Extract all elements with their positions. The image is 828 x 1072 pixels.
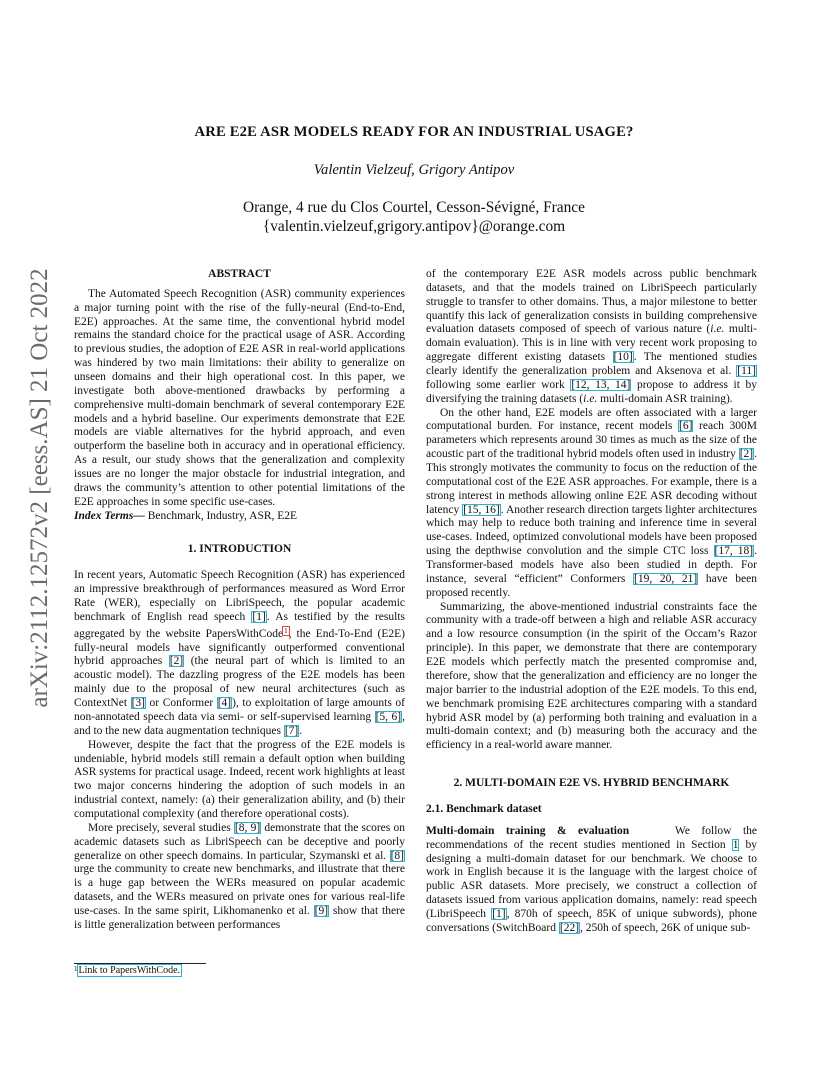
left-column — [74, 268, 405, 933]
index-terms — [74, 510, 405, 524]
citation-link[interactable]: [15, 16] — [463, 503, 500, 516]
section-link[interactable]: 1 — [732, 838, 739, 851]
citation-link[interactable]: [8, 9] — [234, 821, 261, 834]
abstract-heading: ABSTRACT — [208, 268, 271, 280]
citation-link[interactable]: [3] — [131, 697, 145, 710]
footnote-link[interactable]: Link to PapersWithCode. — [78, 965, 181, 976]
citation-link[interactable]: [1] — [252, 610, 266, 623]
intro-paragraph-2: However, despite the fact that the progress of the E2E models is undeniable, hybrid models still remain a default option when building ASR systems for practical usage. Indeed, recent work highlights at least two major concerns hindering the adoption of such models in an industrial context, namely: (a) their generalization ability, and (b) their computational complexity (and therefore operational costs). — [74, 738, 405, 820]
citation-link[interactable]: [1] — [492, 907, 506, 920]
citation-link[interactable]: [9] — [314, 904, 329, 917]
paper-authors: Valentin Vielzeuf, Grigory Antipov — [313, 162, 515, 178]
footnote-marker-link[interactable]: 1 — [284, 626, 288, 635]
affiliation-address: Orange, 4 rue du Clos Courtel, Cesson-Sévigné, France — [243, 199, 585, 216]
footnote-divider — [74, 963, 206, 964]
citation-link[interactable]: [2] — [169, 655, 184, 668]
citation-link[interactable]: [10] — [613, 351, 633, 364]
citation-link[interactable]: [22] — [559, 921, 580, 934]
footnote-number: 1 — [74, 965, 78, 973]
subsection-2-1-heading: 2.1. Benchmark dataset — [426, 802, 542, 815]
arxiv-identifier: arXiv:2112.12572v2 [eess.AS] 21 Oct 2022 — [26, 268, 53, 708]
intro-paragraph-1: In recent years, Automatic Speech Recognition (ASR) has experienced an impressive breakthrough of performances measured as Word Error Rate (WER), especially on LibriSpeech, the popular academic benchmark of English read speech [1]. As testified by the results aggregated by the website PapersWithCode$^1$, the End-To-End (E2E) fully-neural models have significantly outperformed conventional hybrid approaches [2] (the neural part of which is limited to an acoustic model). The dazzling progress of the E2E models has been mainly due to the proposal of new neural architectures (such as ContextNet [3] or Conformer [4]), to exploitation of large amounts of non-annotated speech data via semi- or self-supervised learning [5, 6], and to the new data augmentation techniques [7]. — [74, 569, 406, 737]
index-terms-values: Benchmark, Industry, ASR, E2E — [144, 509, 298, 522]
citation-link[interactable]: [11] — [737, 365, 756, 378]
intro-paragraph-3: More precisely, several studies [8, 9] demonstrate that the scores on academic datasets such as LibriSpeech can be deceptive and poorly generalize on other speech domains. In particular, Szymanski et al. [8] urge the community to create new benchmarks, and illustrate that there is a huge gap between the WERs measured on popular academic datasets, and the WERs measured on private ones for various real-life use-cases. In the same spirit, Likhomanenko et al. [9] show that there is little generalization between performances — [74, 821, 405, 931]
footnote — [74, 965, 181, 976]
citation-link[interactable]: [8] — [390, 849, 404, 862]
section-2-heading: 2. MULTI-DOMAIN E2E VS. HYBRID BENCHMARK — [453, 777, 730, 790]
citation-link[interactable]: [5, 6] — [375, 710, 402, 723]
paper-title: ARE E2E ASR MODELS READY FOR AN INDUSTRIAL USAGE? — [194, 124, 634, 140]
citation-link[interactable]: [4] — [217, 697, 232, 710]
right-paragraph-3: Summarizing, the above-mentioned industrial constraints face the community with a trade-off between a high and reliable ASR accuracy and a low resource consumption (in the spirit of the Occam’s Razor principle). In this paper, we demonstrate that there are contemporary E2E models which perfectly match the presented compromise and, therefore, show that the generalization and efficiency are no longer the major barrier to the industrial adoption of the E2E models. To this end, we benchmark promising E2E architectures comparing with a standard hybrid ASR model by (a) performing both training and evaluation in a multi-domain context; and (b) measuring both the accuracy and the efficiency in a real-world aware manner. — [426, 600, 757, 752]
citation-link[interactable]: [7] — [284, 724, 299, 737]
citation-link[interactable]: [2] — [739, 448, 754, 461]
citation-link[interactable]: [17, 18] — [714, 545, 754, 558]
affiliation — [100, 198, 728, 236]
right-column — [426, 268, 760, 936]
index-terms-label: Index Terms— — [74, 509, 145, 522]
citation-link[interactable]: [6] — [679, 420, 693, 433]
arxiv-identifier-sidebar — [14, 268, 66, 708]
right-paragraph-1: of the contemporary E2E ASR models across public benchmark datasets, and that the models trained on LibriSpeech particularly struggle to transfer to other domains. Thus, a major milestone to better quantify this lack of generalization consists in building comprehensive evaluation datasets composed of speech of various nature (i.e. multi-domain evaluation). This is in line with very recent work proposing to aggregate different existing datasets [10]. The mentioned studies clearly identify the generalization problem and Aksenova et al. [11] following some earlier work [12, 13, 14] propose to address it by diversifying the training datasets (i.e. multi-domain ASR training). — [426, 268, 758, 405]
intro-heading: 1. INTRODUCTION — [187, 543, 292, 556]
right-paragraph-4: Multi-domain training & evaluation We follow the recommendations of the recent studies mentioned in Section 1 by designing a multi-domain dataset for our benchmark. We choose to work in English because it is the language with the largest choice of public ASR datasets. More precisely, we construct a collection of datasets issued from various application domains, namely: read speech (LibriSpeech [1], 870h of speech, 85K of unique subwords), phone conversations (SwitchBoard [22], 250h of speech, 26K of unique sub- — [426, 824, 760, 934]
affiliation-email: {valentin.vielzeuf,grigory.antipov}@orange.com — [262, 218, 566, 235]
citation-link[interactable]: [19, 20, 21] — [634, 572, 698, 585]
paragraph-lead: Multi-domain training & evaluation — [426, 824, 630, 837]
abstract-text: The Automated Speech Recognition (ASR) community experiences a major turning point with the rise of the fully-neural (End-to-End, E2E) approaches. At the same time, the conventional hybrid model remains the standard choice for the practical usage of ASR. According to previous studies, the adoption of E2E ASR in real-world applications was hindered by two main limitations: their ability to generalize on unseen domains and their high operational cost. In this paper, we investigate both above-mentioned drawbacks by performing a comprehensive multi-domain benchmark of several contemporary E2E models and a hybrid baseline. Our experiments demonstrate that E2E models are viable alternatives for the hybrid approach, and even outperform the baseline both in accuracy and in operational efficiency. As a result, our study shows that the generalization and complexity issues are no longer the major obstacle for industrial integration, and draws the community’s attention to other potential limitations of the E2E approaches in some specific use-cases. — [74, 287, 405, 508]
right-paragraph-2: On the other hand, E2E models are often associated with a larger computational burden. For instance, recent models [6] reach 300M parameters which represents around 30 times as much as the size of the acoustic part of the traditional hybrid models often used in industry [2]. This strongly motivates the community to focus on the reduction of the computational cost of the E2E ASR approaches. For example, there is a strong interest in methods allowing online E2E ASR decoding without latency [15, 16]. Another research direction targets lighter architectures which may help to reduce both training and inference time in several use-cases. Indeed, optimized convolutional models have been proposed using the depthwise convolution and the simple CTC loss [17, 18]. Transformer-based models have also been studied in depth. For instance, several “efficient” Conformers [19, 20, 21] have been proposed recently. — [426, 406, 757, 599]
citation-link[interactable]: [12, 13, 14] — [571, 378, 631, 391]
